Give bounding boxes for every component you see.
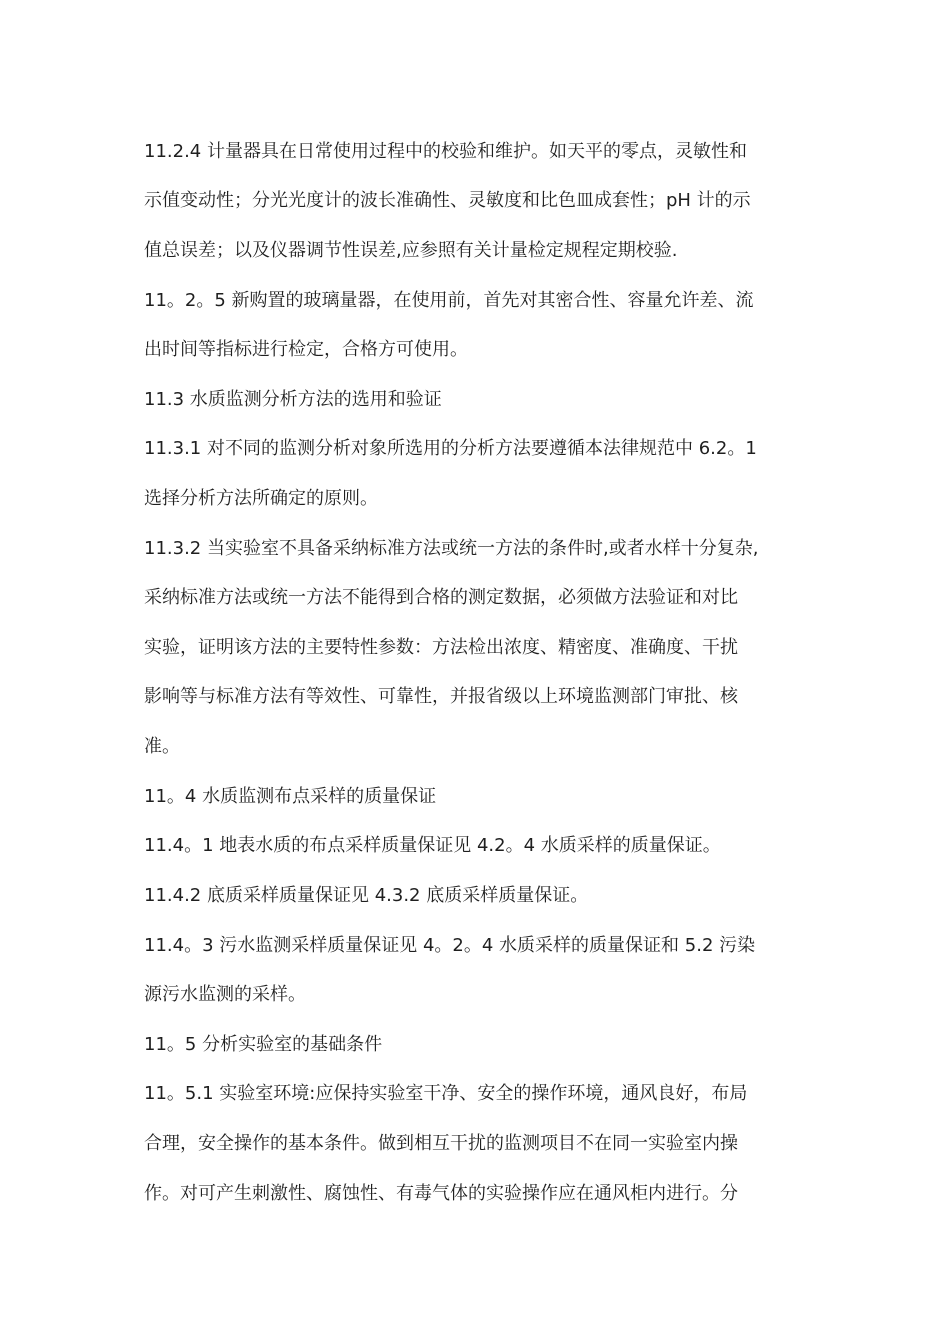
text-line: 11.4。3 污水监测采样质量保证见 4。2。4 水质采样的质量保证和 5.2 污染 [144, 935, 756, 956]
section-heading: 11。4 水质监测布点采样的质量保证 [144, 786, 437, 807]
text-line: 11.3.2 当实验室不具备采纳标准方法或统一方法的条件时,或者水样十分复杂, [144, 538, 759, 559]
text-line: 作。对可产生刺激性、腐蚀性、有毒气体的实验操作应在通风柜内进行。分 [144, 1183, 738, 1204]
text-line: 采纳标准方法或统一方法不能得到合格的测定数据，必须做方法验证和对比 [144, 587, 738, 608]
text-line: 11。5.1 实验室环境:应保持实验室干净、安全的操作环境，通风良好，布局 [144, 1083, 748, 1104]
text-line: 实验，证明该方法的主要特性参数：方法检出浓度、精密度、准确度、干扰 [144, 637, 738, 658]
text-line: 准。 [144, 736, 180, 757]
text-line: 示值变动性；分光光度计的波长准确性、灵敏度和比色皿成套性；pH 计的示 [144, 190, 751, 211]
text-line: 11。2。5 新购置的玻璃量器，在使用前，首先对其密合性、容量允许差、流 [144, 290, 754, 311]
text-line: 源污水监测的采样。 [144, 984, 306, 1005]
text-line: 值总误差；以及仪器调节性误差,应参照有关计量检定规程定期校验. [144, 240, 678, 261]
text-line: 11.4。1 地表水质的布点采样质量保证见 4.2。4 水质采样的质量保证。 [144, 835, 721, 856]
text-line: 11.4.2 底质采样质量保证见 4.3.2 底质采样质量保证。 [144, 885, 589, 906]
section-heading: 11。5 分析实验室的基础条件 [144, 1034, 383, 1055]
text-line: 影响等与标准方法有等效性、可靠性，并报省级以上环境监测部门审批、核 [144, 686, 738, 707]
section-heading: 11.3 水质监测分析方法的选用和验证 [144, 389, 442, 410]
text-line: 出时间等指标进行检定，合格方可使用。 [144, 339, 468, 360]
text-line: 选择分析方法所确定的原则。 [144, 488, 378, 509]
text-line: 11.2.4 计量器具在日常使用过程中的校验和维护。如天平的零点，灵敏性和 [144, 141, 747, 162]
text-line: 11.3.1 对不同的监测分析对象所选用的分析方法要遵循本法律规范中 6.2。1 [144, 438, 757, 459]
text-line: 合理，安全操作的基本条件。做到相互干扰的监测项目不在同一实验室内操 [144, 1133, 738, 1154]
